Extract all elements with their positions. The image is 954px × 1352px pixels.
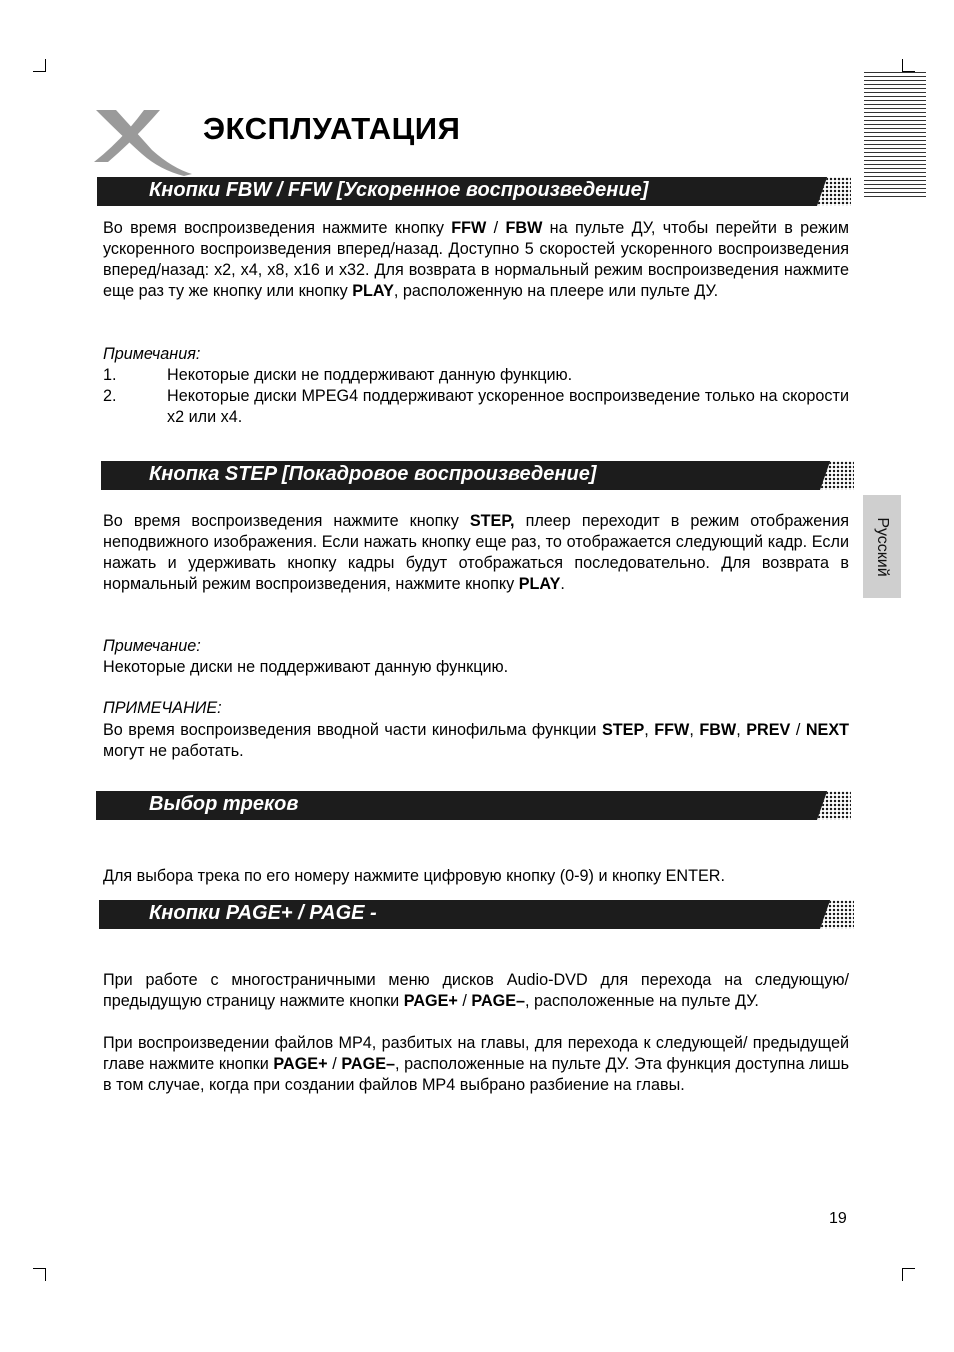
notes-label: Примечания: — [103, 345, 201, 363]
section-header-page — [99, 900, 854, 929]
tracks-description: Для выбора трека по его номеру нажмите цифровую кнопку (0-9) и кнопку ENTER. — [103, 867, 725, 885]
important-note-label: ПРИМЕЧАНИЕ: — [103, 699, 222, 717]
note-number: 1. — [103, 366, 117, 384]
page-number: 19 — [829, 1210, 847, 1227]
fbw-ffw-description: Во время воспроизведения нажмите кнопку FFW / FBW на пульте ДУ, чтобы перейти в режим ускоренного воспроизведения вперед/назад. Доступно 5 скоростей ускоренного воспроизведения вперед/назад: x2, x4, x8, x16 и x32. Для возврата в нормальный режим воспроизведения нажмите еще раз ту же кнопку или кнопку PLAY, расположенную на плеере или пульте ДУ. — [103, 219, 849, 300]
note-number: 2. — [103, 387, 117, 405]
section-title: Кнопка STEP [Покадровое воспроизведение] — [149, 463, 597, 485]
dot-pattern — [817, 791, 851, 820]
crop-mark-bottom-left — [33, 1268, 46, 1281]
language-tab — [863, 495, 901, 598]
important-note-text: Во время воспроизведения вводной части кинофильма функции STEP, FFW, FBW, PREV / NEXT могут не работать. — [103, 721, 850, 760]
section-header-step — [101, 461, 854, 490]
section-title: Кнопки PAGE+ / PAGE - — [149, 902, 377, 924]
crop-mark-top-right — [902, 59, 915, 72]
language-tab-label: Русский — [874, 516, 891, 577]
brand-logo-icon — [94, 110, 194, 176]
dot-pattern — [817, 177, 851, 206]
note-text: Некоторые диски не поддерживают данную функцию. — [167, 366, 573, 384]
section-title: Выбор треков — [149, 793, 299, 815]
dot-pattern — [820, 461, 854, 490]
crop-mark-top-left — [33, 59, 46, 72]
section-title: Кнопки FBW / FFW [Ускоренное воспроизведение] — [149, 179, 649, 201]
step-description: Во время воспроизведения нажмите кнопку STEP, плеер переходит в режим отображения неподвижного изображения. Если нажать кнопку еще раз, то отображается следующий кадр. Если нажать и удерживать кнопку кадры будут отображаться последовательно. Для возврата в нормальный режим воспроизведения, нажмите кнопку PLAY. — [103, 512, 850, 593]
section-header-fbw-ffw — [97, 177, 851, 206]
note-label: Примечание: — [103, 637, 201, 655]
page-description-2: При воспроизведении файлов MP4, разбитых на главы, для перехода к следующей/ предыдущей главе нажмите кнопки PAGE+ / PAGE–, расположенные на пульте ДУ. Эта функция доступна лишь в том случае, когда при создании файлов MP4 выбрано разбиение на главы. — [103, 1034, 850, 1094]
page-title: ЭКСПЛУАТАЦИЯ — [203, 111, 461, 146]
note-text: Некоторые диски MPEG4 поддерживают ускоренное воспроизведение только на скорости x2 или x4. — [167, 387, 849, 426]
section-header-tracks — [96, 791, 851, 820]
step-note-text: Некоторые диски не поддерживают данную функцию. — [103, 658, 509, 676]
page-description-1: При работе с многостраничными меню дисков Audio-DVD для перехода на следующую/ предыдущую страницу нажмите кнопки PAGE+ / PAGE–, расположенные на пульте ДУ. — [103, 971, 849, 1010]
stripe-decoration — [864, 72, 926, 200]
crop-mark-bottom-right — [902, 1268, 915, 1281]
dot-pattern — [820, 900, 854, 929]
